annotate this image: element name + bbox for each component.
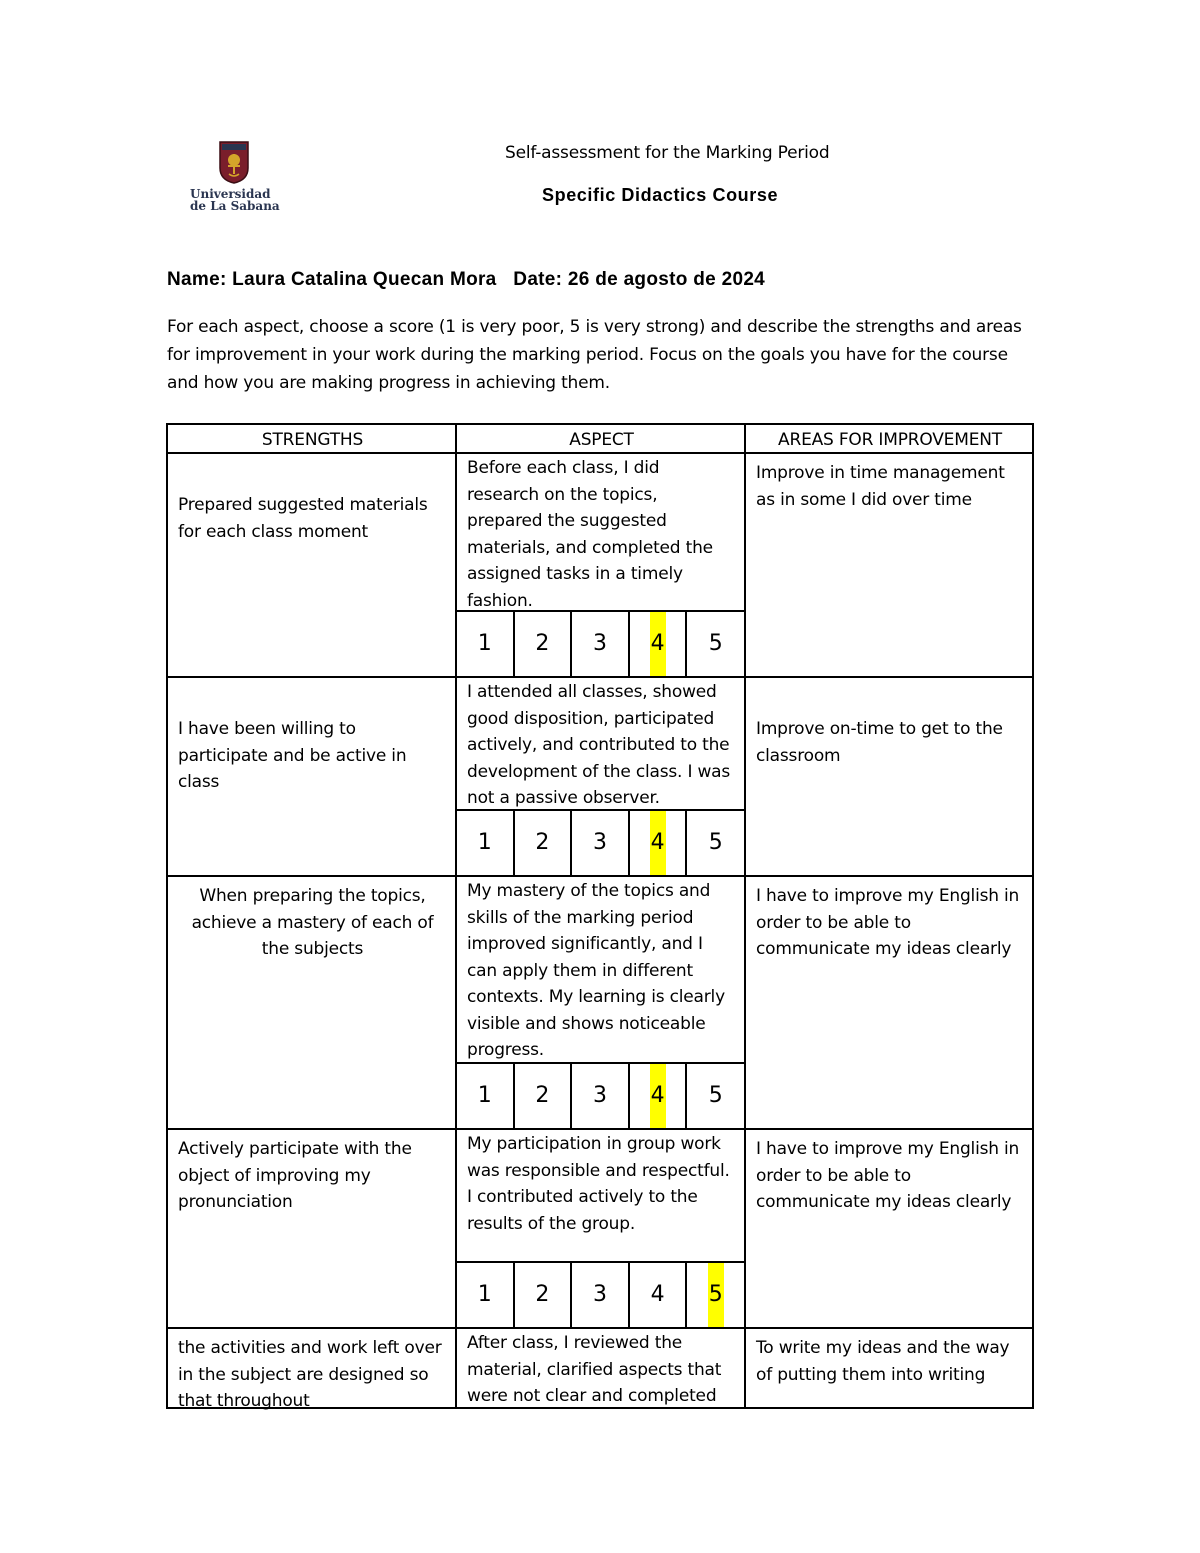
strength-cell: Prepared suggested materials for each class moment xyxy=(168,454,457,678)
crest-icon xyxy=(218,140,250,184)
score-value: 4 xyxy=(650,612,666,676)
score-option[interactable] xyxy=(630,811,688,877)
score-option[interactable] xyxy=(572,1263,630,1329)
strength-cell: Actively participate with the object of improving my pronunciation xyxy=(168,1130,457,1329)
column-header: STRENGTHS xyxy=(168,425,457,454)
score-value: 2 xyxy=(535,830,550,855)
score-value: 5 xyxy=(708,1083,723,1108)
score-value: 2 xyxy=(535,1282,550,1307)
score-value: 1 xyxy=(477,631,492,656)
score-value: 5 xyxy=(708,1263,724,1327)
student-name: Laura Catalina Quecan Mora xyxy=(232,269,497,290)
strength-cell: the activities and work left over in the subject are designed so that throughout xyxy=(168,1329,457,1409)
improvement-cell: To write my ideas and the way of putting them into writing xyxy=(746,1329,1034,1409)
score-option[interactable] xyxy=(630,1064,688,1130)
score-value: 3 xyxy=(592,1083,607,1108)
score-option[interactable] xyxy=(630,612,688,678)
score-value: 1 xyxy=(477,1282,492,1307)
aspect-cell: My participation in group work was responsible and respectful. I contributed actively to the results of the group. xyxy=(457,1130,746,1263)
strength-cell: When preparing the topics, achieve a mastery of each of the subjects xyxy=(168,877,457,1130)
score-option[interactable] xyxy=(687,1064,746,1130)
assessment-table xyxy=(166,423,1034,1409)
score-value: 5 xyxy=(708,830,723,855)
score-value: 3 xyxy=(592,1282,607,1307)
score-option[interactable] xyxy=(457,1064,515,1130)
score-option[interactable] xyxy=(630,1263,688,1329)
score-value: 5 xyxy=(708,631,723,656)
score-option[interactable] xyxy=(457,1263,515,1329)
aspect-cell: I attended all classes, showed good disposition, participated actively, and contributed to the development of the class. I was not a passive observer. xyxy=(457,678,746,811)
score-value: 1 xyxy=(477,830,492,855)
logo-line-2: de La Sabana xyxy=(190,199,280,213)
score-value: 2 xyxy=(535,631,550,656)
aspect-cell: Before each class, I did research on the topics, prepared the suggested materials, and completed the assigned tasks in a timely fashion. xyxy=(457,454,746,612)
university-logo xyxy=(190,140,280,215)
score-option[interactable] xyxy=(457,811,515,877)
logo-line-1: Universidad xyxy=(190,187,271,201)
score-value: 3 xyxy=(592,830,607,855)
name-label: Name: xyxy=(167,269,227,290)
document-subtitle: Self-assessment for the Marking Period xyxy=(505,143,830,163)
score-value: 1 xyxy=(477,1083,492,1108)
score-option[interactable] xyxy=(572,811,630,877)
score-option[interactable] xyxy=(515,612,573,678)
improvement-cell: Improve on-time to get to the classroom xyxy=(746,678,1034,877)
column-header: AREAS FOR IMPROVEMENT xyxy=(746,425,1034,454)
score-option[interactable] xyxy=(572,1064,630,1130)
improvement-cell: I have to improve my English in order to be able to communicate my ideas clearly xyxy=(746,1130,1034,1329)
score-option[interactable] xyxy=(687,1263,746,1329)
score-option[interactable] xyxy=(572,612,630,678)
aspect-cell: After class, I reviewed the material, clarified aspects that were not clear and completed xyxy=(457,1329,746,1409)
column-header: ASPECT xyxy=(457,425,746,454)
score-option[interactable] xyxy=(515,811,573,877)
strength-cell: I have been willing to participate and be active in class xyxy=(168,678,457,877)
course-title: Specific Didactics Course xyxy=(542,185,779,205)
score-value: 4 xyxy=(650,811,666,875)
score-option[interactable] xyxy=(457,612,515,678)
score-option[interactable] xyxy=(687,612,746,678)
date-label: Date: xyxy=(513,269,563,290)
score-option[interactable] xyxy=(515,1263,573,1329)
improvement-cell: I have to improve my English in order to be able to communicate my ideas clearly xyxy=(746,877,1034,1130)
score-value: 4 xyxy=(650,1064,666,1128)
instructions: For each aspect, choose a score (1 is very poor, 5 is very strong) and describe the strengths and areas for improvement in your work during the marking period. Focus on the goals you have for the course and how you are making progress in achieving them. xyxy=(167,317,1022,393)
score-value: 4 xyxy=(650,1282,665,1307)
score-option[interactable] xyxy=(687,811,746,877)
score-value: 2 xyxy=(535,1083,550,1108)
score-value: 3 xyxy=(592,631,607,656)
aspect-cell: My mastery of the topics and skills of the marking period improved significantly, and I can apply them in different contexts. My learning is clearly visible and shows noticeable progress. xyxy=(457,877,746,1064)
score-option[interactable] xyxy=(515,1064,573,1130)
improvement-cell: Improve in time management as in some I did over time xyxy=(746,454,1034,678)
student-line xyxy=(167,269,765,291)
assessment-date: 26 de agosto de 2024 xyxy=(567,269,766,290)
